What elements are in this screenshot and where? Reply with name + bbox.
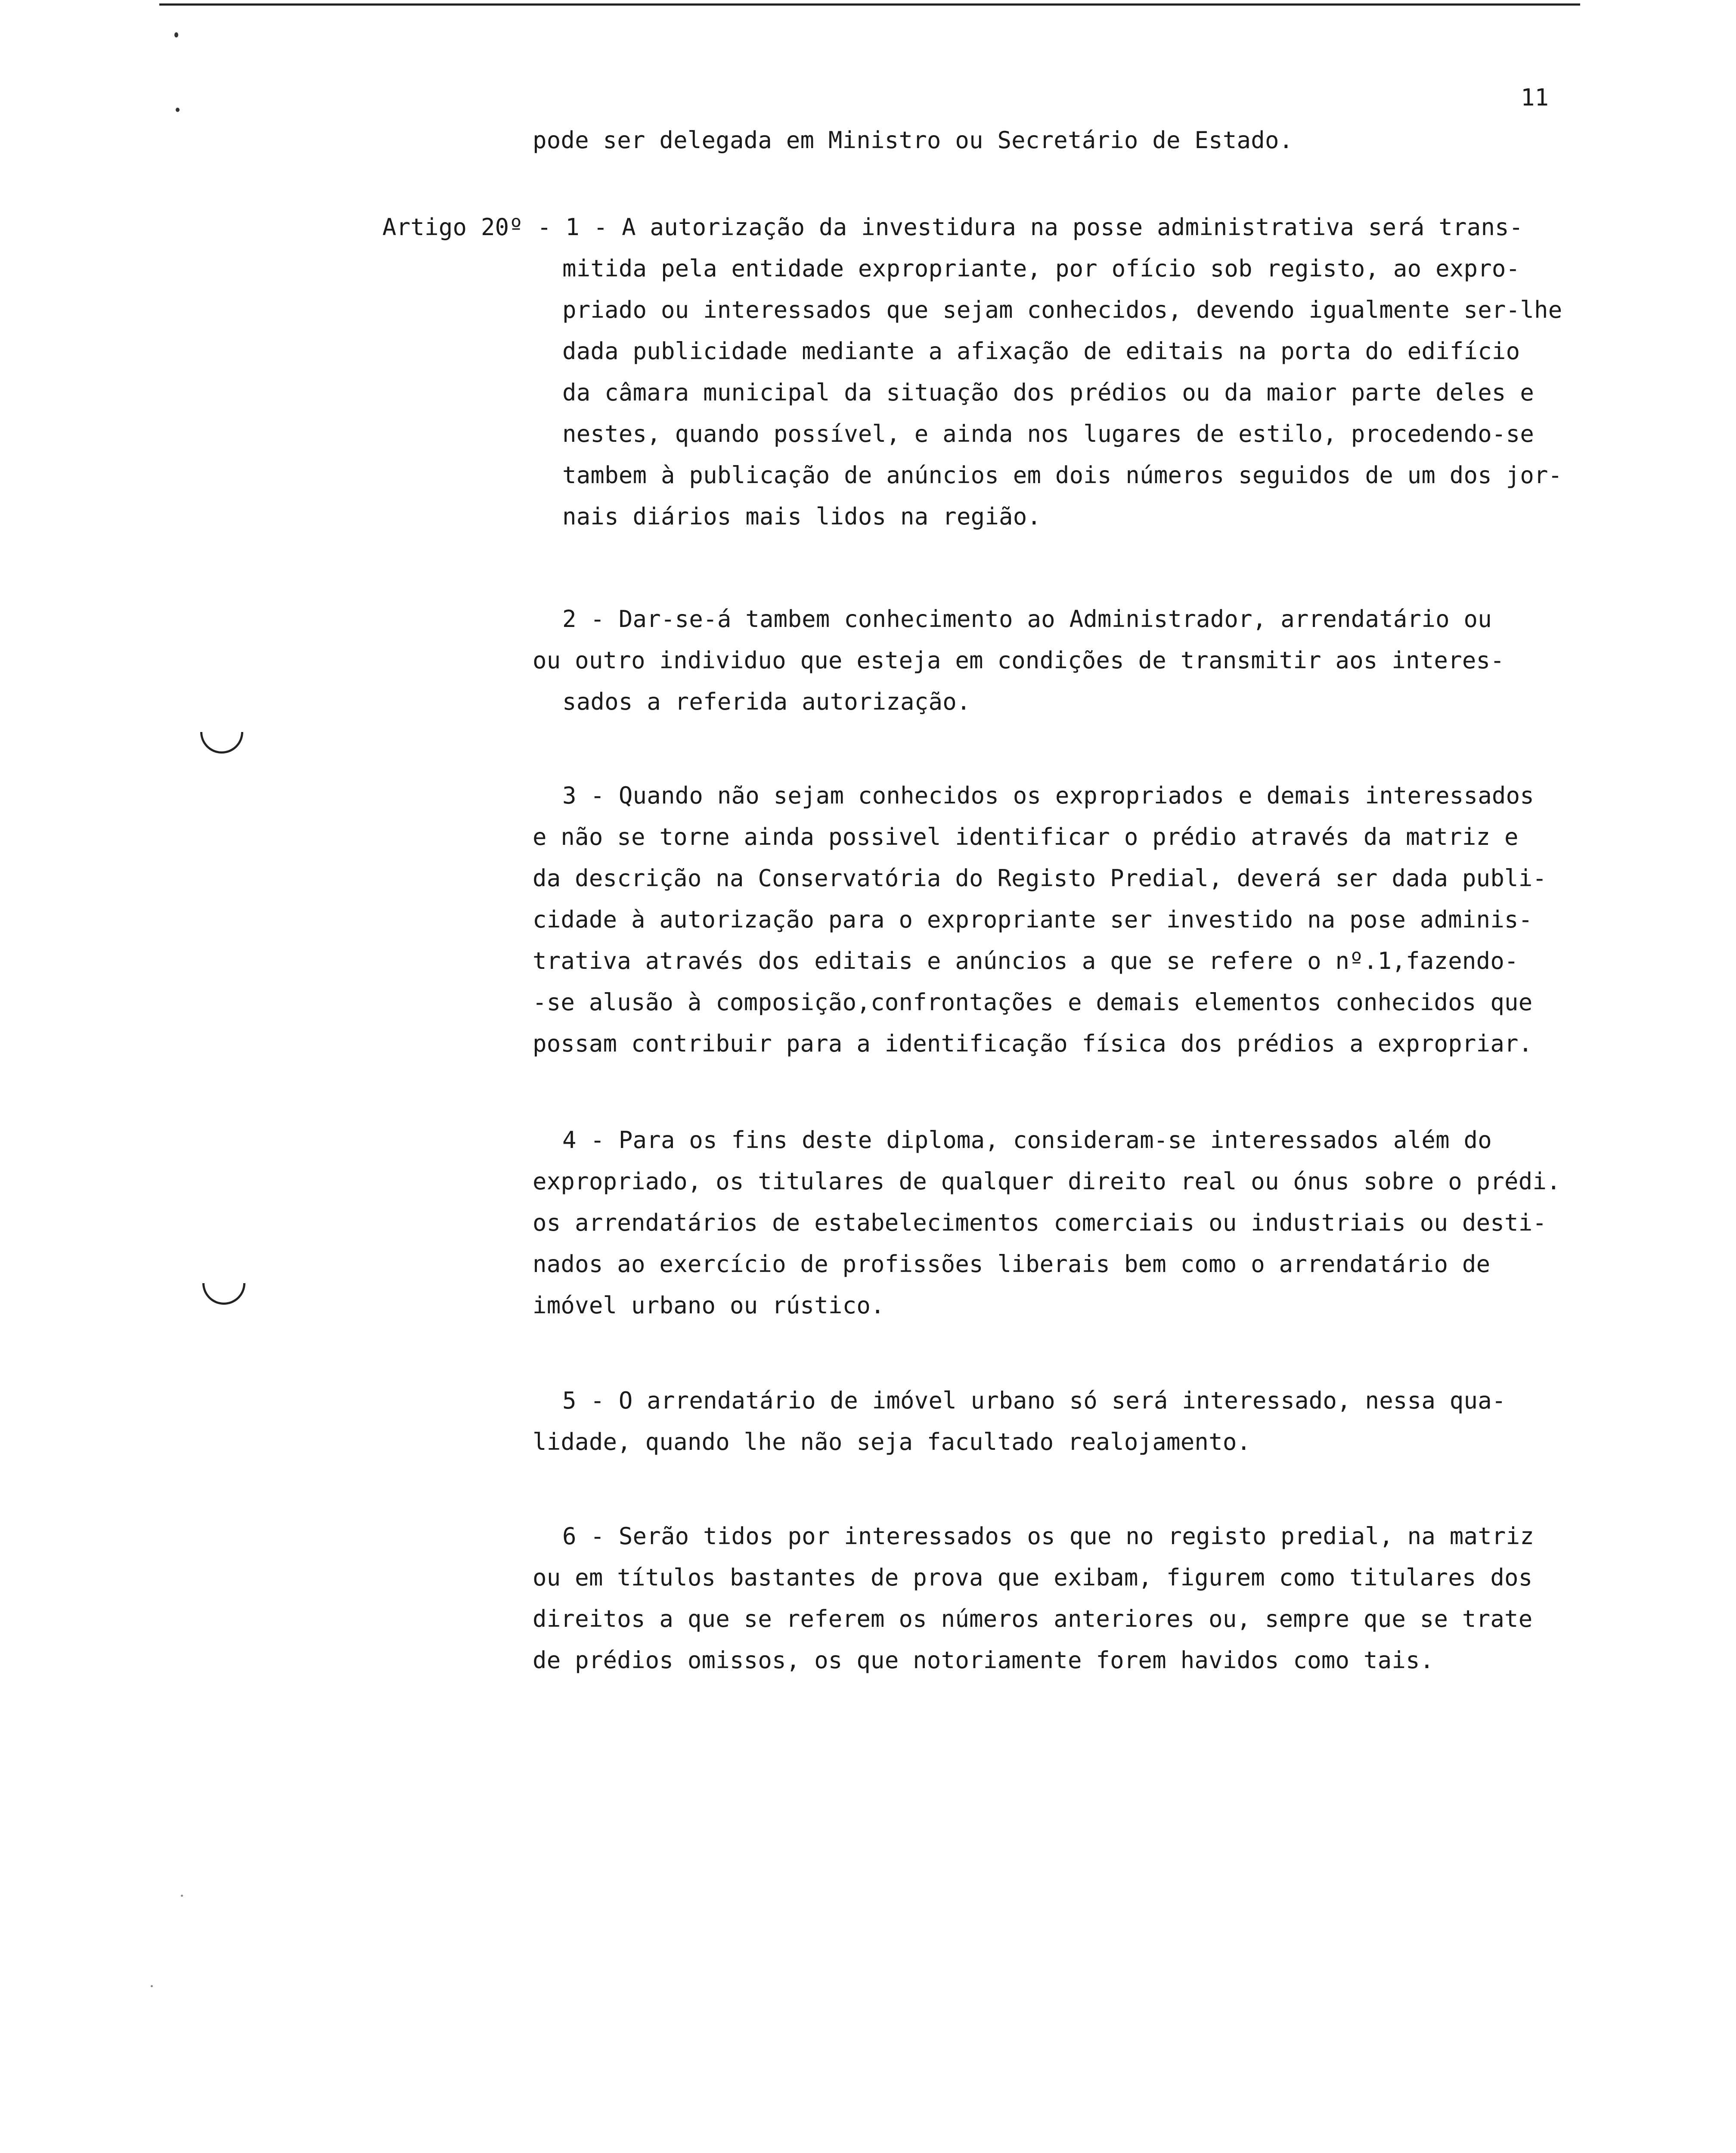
text-line: 6 - Serão tidos por interessados os que no registo predial, na matriz — [562, 1523, 1534, 1550]
text-line: 3 - Quando não sejam conhecidos os expropriados e demais interessados — [562, 782, 1534, 809]
text-line: lidade, quando lhe não seja facultado realojamento. — [533, 1428, 1251, 1455]
margin-speck — [176, 108, 180, 112]
text-line: ou outro individuo que esteja em condições de transmitir aos interes- — [533, 647, 1505, 674]
text-line: nestes, quando possível, e ainda nos lugares de estilo, procedendo-se — [562, 420, 1534, 447]
binder-hole-mark — [200, 732, 243, 754]
text-line: de prédios omissos, os que notoriamente forem havidos como tais. — [533, 1647, 1434, 1674]
text-line: cidade à autorização para o expropriante ser investido na pose adminis- — [533, 906, 1533, 933]
text-line: sados a referida autorização. — [562, 688, 971, 715]
text-line: tambem à publicação de anúncios em dois números seguidos de um dos jor- — [562, 462, 1562, 489]
text-line: -se alusão à composição,confrontações e demais elementos conhecidos que — [533, 989, 1533, 1016]
text-line: ou em títulos bastantes de prova que exibam, figurem como titulares dos — [533, 1564, 1533, 1591]
text-line: imóvel urbano ou rústico. — [533, 1292, 885, 1319]
binder-hole-mark — [202, 1283, 245, 1305]
margin-speck — [181, 1895, 183, 1897]
text-line: mitida pela entidade expropriante, por ofício sob registo, ao expro- — [562, 255, 1520, 282]
text-line: possam contribuir para a identificação física dos prédios a expropriar. — [533, 1030, 1533, 1057]
text-line: 5 - O arrendatário de imóvel urbano só será interessado, nessa qua- — [562, 1387, 1506, 1414]
text-line: nais diários mais lidos na região. — [562, 503, 1042, 530]
margin-speck — [174, 32, 178, 37]
text-line: 2 - Dar-se-á tambem conhecimento ao Administrador, arrendatário ou — [562, 605, 1492, 633]
text-line: trativa através dos editais e anúncios a que se refere o nº.1,fazendo- — [533, 947, 1519, 974]
text-line: pode ser delegada em Ministro ou Secretário de Estado. — [533, 127, 1293, 154]
text-line: expropriado, os titulares de qualquer direito real ou ónus sobre o prédi. — [533, 1168, 1561, 1195]
text-line: priado ou interessados que sejam conhecidos, devendo igualmente ser-lhe — [562, 296, 1562, 323]
text-line: dada publicidade mediante a afixação de editais na porta do edifício — [562, 338, 1520, 365]
text-line: e não se torne ainda possivel identificar o prédio através da matriz e — [533, 823, 1519, 850]
text-line: da câmara municipal da situação dos prédios ou da maior parte deles e — [562, 379, 1534, 406]
margin-speck — [151, 1985, 153, 1987]
page-number: 11 — [1520, 84, 1549, 111]
text-line: nados ao exercício de profissões liberais bem como o arrendatário de — [533, 1250, 1491, 1278]
top-rule — [159, 3, 1580, 6]
text-line: da descrição na Conservatória do Registo Predial, deverá ser dada publi- — [533, 865, 1547, 892]
text-line: direitos a que se referem os números anteriores ou, sempre que se trate — [533, 1605, 1533, 1632]
text-line: 4 - Para os fins deste diploma, consideram-se interessados além do — [562, 1126, 1492, 1154]
text-line: os arrendatários de estabelecimentos comerciais ou industriais ou desti- — [533, 1209, 1547, 1236]
article-heading-line: Artigo 20º - 1 - A autorização da investidura na posse administrativa será trans- — [382, 214, 1523, 241]
